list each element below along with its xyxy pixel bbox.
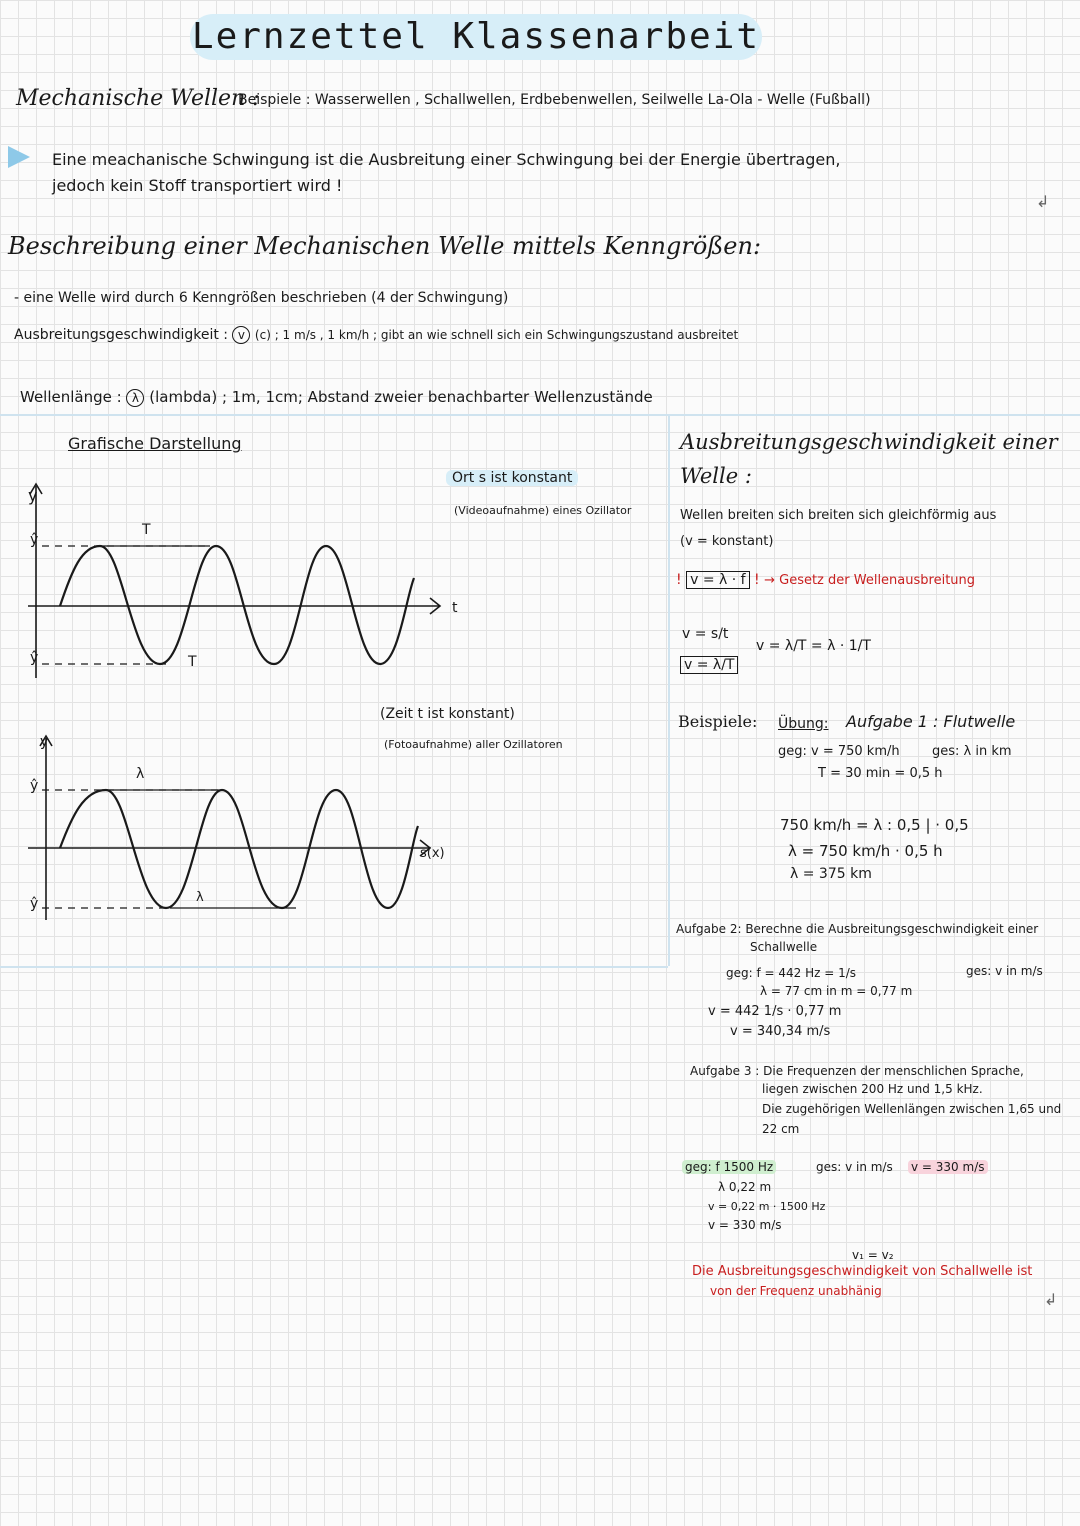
aufgabe3-line3: Die zugehörigen Wellenlängen zwischen 1,65 und bbox=[762, 1102, 1062, 1116]
formula-v-lambda-T: v = λ/T bbox=[680, 656, 738, 674]
a1-given-2: T = 30 min = 0,5 h bbox=[818, 766, 943, 781]
divider-vertical bbox=[668, 414, 670, 966]
formula-main: v = λ · f bbox=[686, 571, 749, 589]
formula-main-row: ! v = λ · f ! → Gesetz der Wellenausbreitung bbox=[676, 572, 976, 588]
a3-sought: ges: v in m/s bbox=[816, 1160, 893, 1174]
graph1-x-axis-label: t bbox=[452, 600, 458, 616]
arrow-icon bbox=[8, 146, 30, 168]
beschreibung-line2: Ausbreitungsgeschwindigkeit : v (c) ; 1 m/s , 1 km/h ; gibt an wie schnell sich ein Schwingungszustand ausbreitet bbox=[14, 327, 739, 343]
a3-given-2: λ 0,22 m bbox=[718, 1180, 772, 1194]
a1-calc-1: 750 km/h = λ : 0,5 | · 0,5 bbox=[780, 816, 969, 834]
beschreibung-line3: Wellenlänge : λ (lambda) ; 1m, 1cm; Abstand zweier benachbarter Wellenzustände bbox=[20, 388, 653, 406]
uebung-label: Übung: bbox=[778, 716, 829, 732]
mech-examples: Beispiele : Wasserwellen , Schallwellen, Erdbebenwellen, Seilwelle La-Ola - Welle (Fußball) bbox=[238, 92, 871, 108]
aufgabe2-line1: Aufgabe 2: Berechne die Ausbreitungsgeschwindigkeit einer bbox=[676, 922, 1039, 936]
conclusion-line2: von der Frequenz unabhänig bbox=[710, 1284, 882, 1298]
symbol-v: v bbox=[232, 326, 250, 344]
graph1-amplitude-top: ŷ bbox=[30, 532, 39, 548]
graph2-x-axis-label: s(x) bbox=[420, 846, 445, 861]
aufgabe3-line2: liegen zwischen 200 Hz und 1,5 kHz. bbox=[762, 1082, 983, 1096]
formula-v-full: v = λ/T = λ · 1/T bbox=[756, 638, 871, 654]
conclusion-line1: Die Ausbreitungsgeschwindigkeit von Schallwelle ist bbox=[692, 1264, 1033, 1279]
aufgabe3-line4: 22 cm bbox=[762, 1122, 800, 1136]
a3-result-highlight: v = 330 m/s bbox=[908, 1160, 988, 1174]
graph2-wavelength-bottom: λ bbox=[196, 890, 204, 905]
beschreibung-line1: - eine Welle wird durch 6 Kenngrößen beschrieben (4 der Schwingung) bbox=[14, 290, 509, 306]
velocity-equation: v₁ = v₂ bbox=[852, 1248, 894, 1262]
divider-bottom bbox=[0, 966, 668, 968]
a2-calc-2: v = 340,34 m/s bbox=[730, 1024, 831, 1039]
a1-sought: ges: λ in km bbox=[932, 744, 1012, 759]
aufgabe3-line1: Aufgabe 3 : Die Frequenzen der menschlichen Sprache, bbox=[690, 1064, 1024, 1078]
right-heading-line2: Welle : bbox=[680, 464, 752, 488]
check-icon: ↲ bbox=[1036, 192, 1050, 211]
a3-calc-2: v = 330 m/s bbox=[708, 1218, 782, 1232]
graphic-note2-line2: (Fotoaufnahme) aller Ozillatoren bbox=[384, 738, 563, 751]
aufgabe2-line2: Schallwelle bbox=[750, 940, 818, 954]
graphic-note2-line1: (Zeit t ist konstant) bbox=[380, 706, 515, 722]
a3-calc-1: v = 0,22 m · 1500 Hz bbox=[708, 1200, 826, 1213]
graphic-heading: Grafische Darstellung bbox=[68, 434, 242, 453]
graph2-wavelength-top: λ bbox=[136, 766, 145, 782]
formula-note: → Gesetz der Wellenausbreitung bbox=[764, 573, 976, 588]
symbol-lambda: λ bbox=[126, 389, 144, 407]
beschreibung-heading: Beschreibung einer Mechanischen Welle mittels Kenngrößen: bbox=[8, 232, 762, 260]
a2-calc-1: v = 442 1/s · 0,77 m bbox=[708, 1004, 842, 1019]
aufgabe1-title: Aufgabe 1 : Flutwelle bbox=[846, 712, 1016, 731]
definition-line1: Eine meachanische Schwingung ist die Ausbreitung einer Schwingung bei der Energie übertragen, bbox=[52, 150, 841, 169]
divider-top bbox=[0, 414, 1080, 416]
check-icon-2: ↲ bbox=[1044, 1290, 1058, 1309]
a2-sought: ges: v in m/s bbox=[966, 964, 1043, 978]
a3-given-1: geg: f 1500 Hz bbox=[682, 1160, 776, 1174]
a1-given-1: geg: v = 750 km/h bbox=[778, 744, 900, 759]
graphic-note1-line2: (Videoaufnahme) eines Ozillator bbox=[454, 504, 632, 517]
graph1-period-top: T bbox=[142, 522, 151, 538]
graphic-note1-line1: Ort s ist konstant bbox=[446, 470, 578, 486]
graph1-period-bottom: T bbox=[188, 654, 197, 670]
graph2-y-axis-label: y bbox=[40, 734, 49, 750]
formula-v-s-t: v = s/t bbox=[682, 626, 729, 642]
graph1-y-axis-label: y bbox=[28, 486, 38, 505]
beispiele-label: Beispiele: bbox=[678, 712, 758, 731]
graph-space bbox=[20, 730, 460, 926]
mech-heading: Mechanische Wellen : bbox=[16, 86, 260, 111]
right-text-line2: (v = konstant) bbox=[680, 534, 774, 549]
a2-given-1: geg: f = 442 Hz = 1/s bbox=[726, 966, 857, 980]
graph-time bbox=[20, 478, 460, 688]
graph2-amplitude-top: ŷ bbox=[30, 778, 39, 794]
page-title: Lernzettel Klassenarbeit bbox=[190, 14, 762, 60]
definition-line2: jedoch kein Stoff transportiert wird ! bbox=[52, 176, 343, 195]
graph2-amplitude-bottom: ŷ bbox=[30, 896, 39, 912]
right-text-line1: Wellen breiten sich breiten sich gleichförmig aus bbox=[680, 508, 997, 523]
a2-given-2: λ = 77 cm in m = 0,77 m bbox=[760, 984, 913, 998]
a1-calc-3: λ = 375 km bbox=[790, 866, 872, 882]
graph1-amplitude-bottom: ŷ bbox=[30, 650, 39, 666]
a1-calc-2: λ = 750 km/h · 0,5 h bbox=[788, 842, 943, 860]
right-heading-line1: Ausbreitungsgeschwindigkeit einer bbox=[680, 430, 1058, 454]
